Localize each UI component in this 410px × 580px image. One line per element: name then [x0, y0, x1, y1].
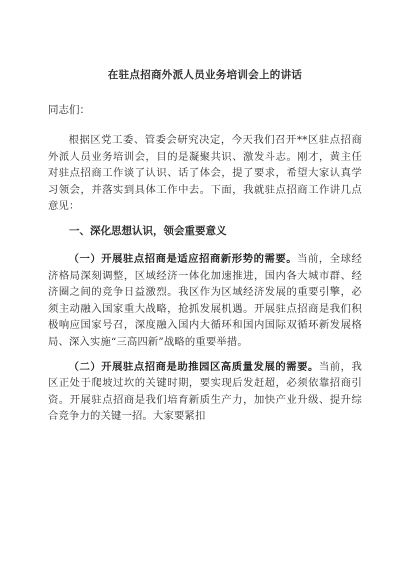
point-1-lead: （一）开展驻点招商是适应招商新形势的需要。 — [68, 252, 298, 265]
point-2-paragraph — [48, 359, 362, 425]
point-1-body: 当前，全球经济格局深刻调整，区域经济一体化加速推进，国内各大城市群、经济圈之间的竞争日益激烈。我区作为区域经济发展的重要引擎，必须主动融入国家重大战略，抢抓发展机遇。开展驻点招商是我们积极响应国家号召，深度融入国内大循环和国内国际双循环新发展格局、深入实施“三高四新”战略的重要举措。 — [48, 252, 362, 348]
point-1-paragraph — [48, 251, 362, 351]
document-title: 在驻点招商外派人员业务培训会上的讲话 — [107, 69, 303, 81]
salutation: 同志们： — [48, 104, 90, 116]
intro-paragraph: 根据区党工委、管委会研究决定，今天我们召开**区驻点招商外派人员业务培训会，目的是凝聚共识、激发斗志。刚才，黄主任对驻点招商工作谈了认识、话了体会，提了要求，希望大家认真学习领会，并落实到具体工作中去。下面，我就驻点招商工作讲几点意见： — [48, 134, 362, 213]
point-2-body: 当前，我区正处于爬坡过坎的关键时期，要实现后发赶超，必须依靠招商引资。开展驻点招商是我们培育新质生产力，加快产业升级、提升综合竞争力的关键一招。大家要紧扣 — [48, 360, 362, 423]
section-heading: 一、深化思想认识，领会重要意义 — [69, 224, 227, 237]
point-2-lead: （二）开展驻点招商是助推园区高质量发展的需要。 — [68, 360, 319, 373]
